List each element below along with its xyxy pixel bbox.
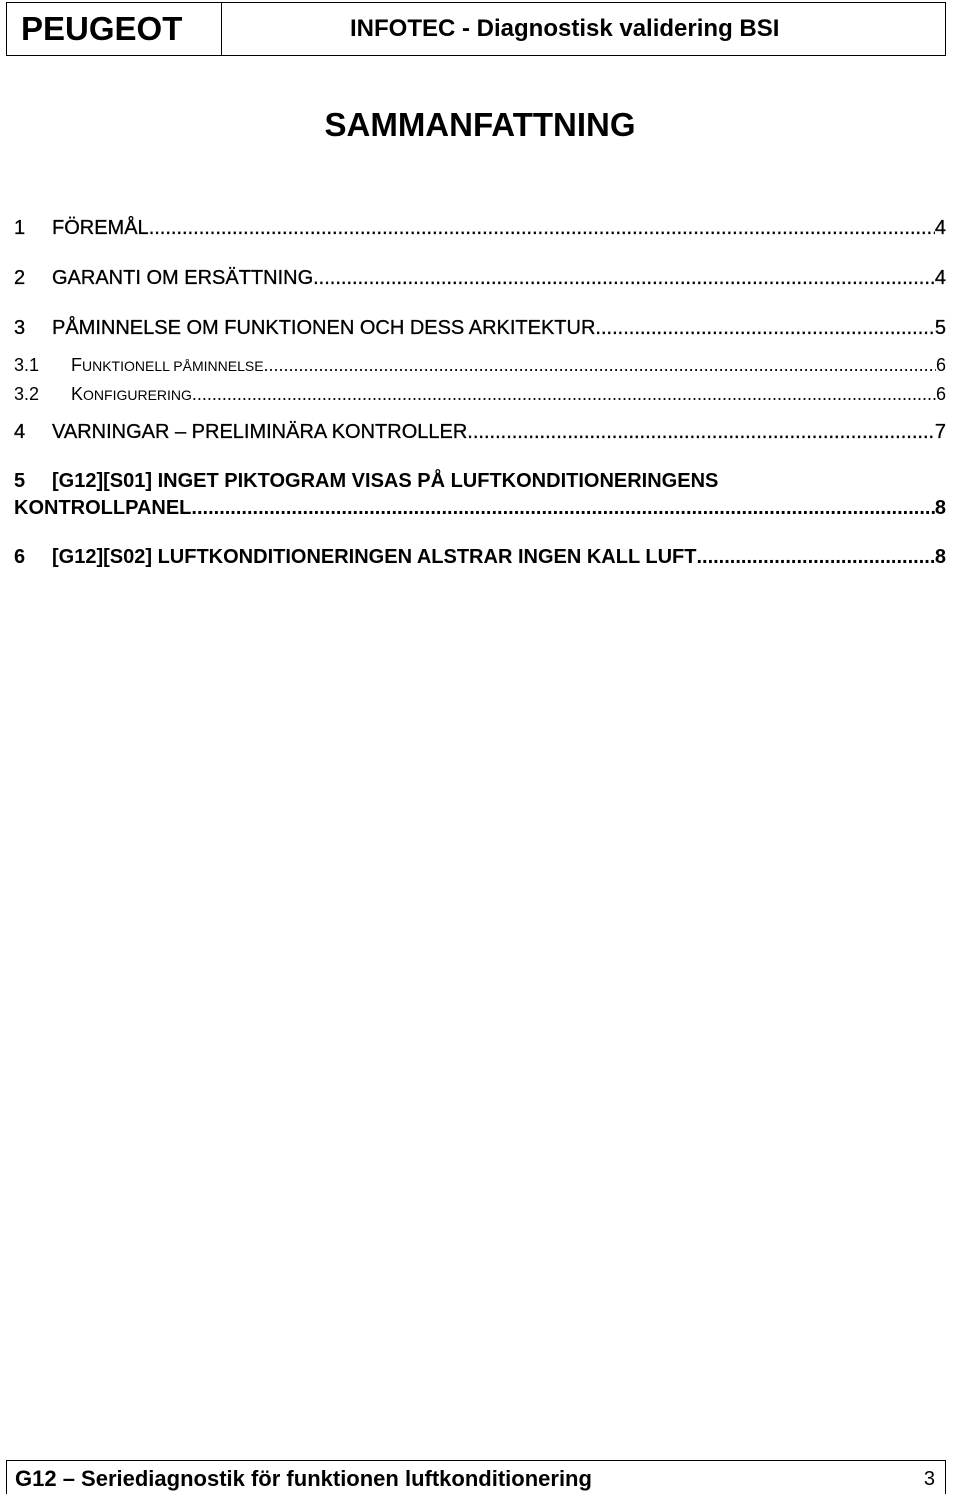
brand-name: PEUGEOT — [7, 3, 222, 55]
toc-title: [G12][S01] INGET PIKTOGRAM VISAS PÅ LUFTKONDITIONERINGENS — [52, 470, 719, 492]
toc-page: 6 — [935, 384, 946, 404]
toc-title: KONFIGURERING — [71, 384, 192, 404]
toc-title: PÅMINNELSE OM FUNKTIONEN OCH DESS ARKITEKTUR — [52, 317, 596, 339]
toc-leader — [467, 421, 935, 444]
toc-title: GARANTI OM ERSÄTTNING — [52, 267, 314, 289]
toc-entry-3-1[interactable] — [14, 355, 946, 376]
toc-leader — [264, 355, 936, 376]
toc-leader — [192, 384, 936, 405]
page-footer — [6, 1460, 946, 1494]
toc-leader — [191, 497, 934, 520]
toc-number: 5 — [14, 470, 26, 492]
toc-leader — [595, 317, 934, 340]
toc-leader — [696, 546, 934, 569]
toc-page: 4 — [934, 267, 946, 289]
document-title: INFOTEC - Diagnostisk validering BSI — [350, 15, 780, 42]
toc-page: 7 — [934, 421, 946, 443]
toc-leader — [313, 267, 935, 290]
toc-number: 2 — [14, 267, 26, 289]
toc-leader — [149, 217, 935, 240]
toc-entry-4[interactable] — [14, 421, 946, 444]
toc-title: [G12][S02] LUFTKONDITIONERINGEN ALSTRAR INGEN KALL LUFT — [52, 546, 697, 568]
page-header — [6, 2, 946, 56]
toc-page: 8 — [934, 497, 946, 519]
toc-entry-1[interactable] — [14, 217, 946, 240]
toc-page: 8 — [934, 546, 946, 568]
toc-entry-5-line-1[interactable] — [14, 470, 946, 493]
footer-title: G12 – Seriediagnostik för funktionen luftkonditionering — [15, 1466, 592, 1491]
toc-entry-3-2[interactable] — [14, 384, 946, 405]
toc-number: 6 — [14, 546, 26, 568]
toc-number: 3 — [14, 317, 26, 339]
toc-title: VARNINGAR – PRELIMINÄRA KONTROLLER — [52, 421, 468, 443]
toc-entry-3[interactable] — [14, 317, 946, 340]
toc-title: FÖREMÅL — [52, 217, 149, 239]
toc-page: 6 — [935, 355, 946, 375]
toc-title: FUNKTIONELL PÅMINNELSE — [71, 355, 264, 375]
toc-number: 3.2 — [14, 384, 40, 404]
toc-title-continued: KONTROLLPANEL — [14, 497, 192, 519]
toc-entry-2[interactable] — [14, 267, 946, 290]
toc-number: 1 — [14, 217, 26, 239]
toc-page: 4 — [934, 217, 946, 239]
toc-entry-5-line-2[interactable] — [14, 497, 946, 520]
summary-heading: SAMMANFATTNING — [324, 106, 636, 143]
page-number: 3 — [923, 1468, 935, 1490]
toc-page: 5 — [934, 317, 946, 339]
toc-number: 4 — [14, 421, 26, 443]
toc-number: 3.1 — [14, 355, 40, 375]
toc-entry-6[interactable] — [14, 546, 946, 569]
